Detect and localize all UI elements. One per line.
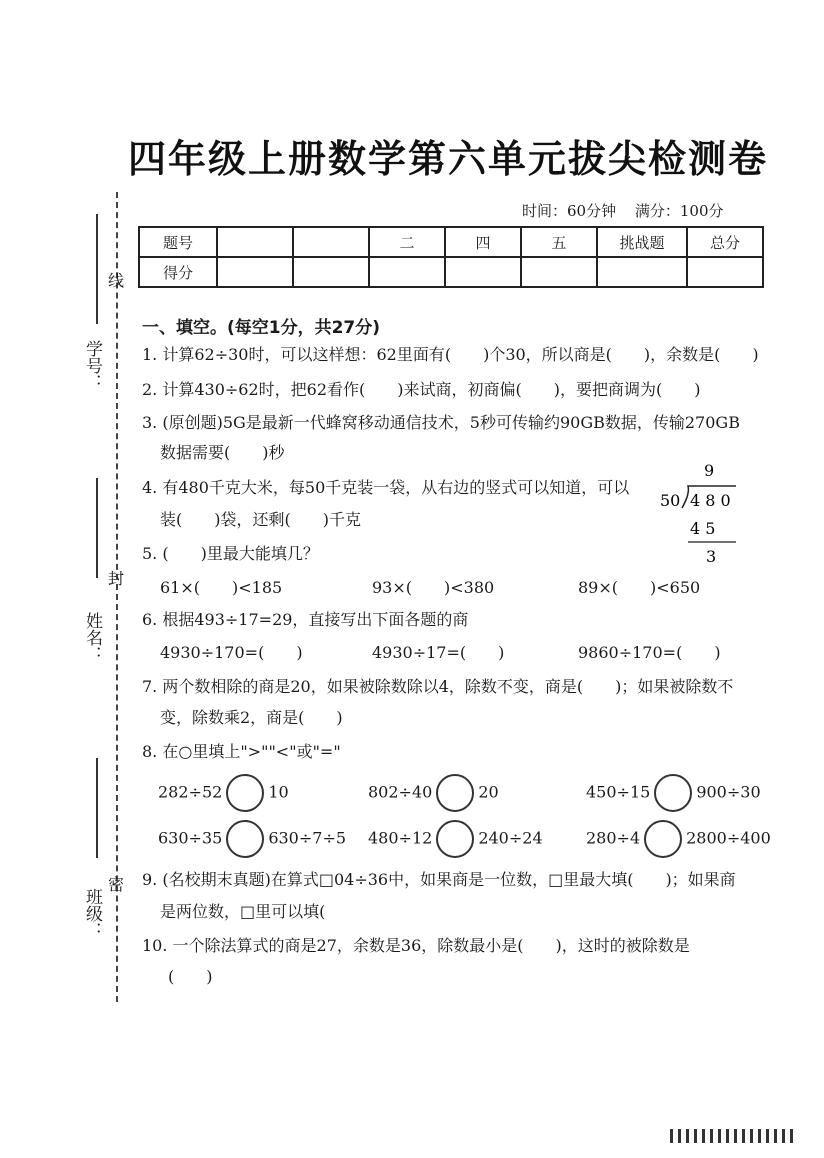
- score-table: [138, 226, 764, 288]
- seal-text-xian: 线: [108, 271, 125, 290]
- header-cell: 挑战题: [597, 227, 687, 257]
- score-cell[interactable]: [597, 257, 687, 287]
- compare-right: 10: [268, 782, 289, 802]
- header-cell: 题号: [139, 227, 217, 257]
- compare-item: [586, 774, 761, 812]
- header-cell: 二: [369, 227, 445, 257]
- q5-item: 93×( )<380: [372, 578, 495, 597]
- score-cell[interactable]: [445, 257, 521, 287]
- compare-right: 20: [478, 782, 499, 802]
- score-table-header-row: [139, 227, 763, 257]
- header-cell: 五: [521, 227, 597, 257]
- division-remainder: 3: [706, 547, 717, 566]
- page-footer-marks: [670, 1128, 805, 1142]
- question-8: 8. 在○里填上">""<"或"=": [142, 742, 341, 761]
- compare-circle[interactable]: [654, 774, 692, 812]
- compare-left: 480÷12: [368, 828, 433, 848]
- compare-right: 240÷24: [478, 828, 543, 848]
- compare-right: 630÷7÷5: [268, 828, 347, 848]
- compare-left: 280÷4: [586, 828, 641, 848]
- binding-rule: [96, 478, 98, 578]
- division-divisor: 50: [660, 491, 681, 510]
- question-10-line1: 10. 一个除法算式的商是27，余数是36，除数最小是( )，这时的被除数是: [142, 936, 690, 955]
- score-cell[interactable]: [687, 257, 763, 287]
- header-cell: 总分: [687, 227, 763, 257]
- question-3-line2: 数据需要( )秒: [160, 443, 285, 462]
- exam-full-score: 满分：100分: [634, 202, 724, 220]
- q5-item: 89×( )<650: [578, 578, 701, 597]
- section-heading: 一、填空。(每空1分，共27分): [142, 318, 381, 338]
- header-cell: [293, 227, 369, 257]
- division-quotient: 9: [704, 462, 715, 480]
- score-cell[interactable]: [521, 257, 597, 287]
- compare-left: 630÷35: [158, 828, 223, 848]
- binding-rule: [96, 214, 98, 324]
- header-cell: 四: [445, 227, 521, 257]
- question-4-line2: 装( )袋，还剩( )千克: [160, 510, 361, 529]
- long-division-diagram: [660, 462, 740, 572]
- question-3-line1: 3. (原创题)5G是最新一代蜂窝移动通信技术，5秒可传输约90GB数据，传输270GB: [142, 413, 740, 432]
- page-title: 四年级上册数学第六单元拔尖检测卷: [128, 136, 769, 181]
- compare-circle[interactable]: [226, 820, 264, 858]
- q5-item: 61×( )<185: [160, 578, 283, 597]
- compare-item: [158, 820, 346, 858]
- seal-text-feng: 封: [108, 569, 125, 588]
- question-7-line1: 7. 两个数相除的商是20，如果被除数除以4，除数不变，商是( )；如果被除数不: [142, 677, 734, 696]
- question-4-line1: 4. 有480千克大米，每50千克装一袋，从右边的竖式可以知道，可以: [142, 478, 630, 497]
- compare-right: 900÷30: [696, 782, 761, 802]
- question-1: 1. 计算62÷30时，可以这样想：62里面有( )个30，所以商是( )，余数是( ): [142, 345, 759, 364]
- question-7-line2: 变，除数乘2，商是( ): [160, 708, 343, 727]
- student-name-label: 姓名：: [82, 612, 102, 663]
- score-cell[interactable]: [369, 257, 445, 287]
- division-product: 4 5: [690, 519, 716, 538]
- exam-time: 时间：60分钟: [522, 202, 617, 220]
- exam-meta: [508, 200, 724, 221]
- question-9-line1: 9. (名校期末真题)在算式□04÷36中，如果商是一位数，□里最大填( )；如果商: [142, 870, 736, 889]
- compare-right: 2800÷400: [686, 828, 771, 848]
- compare-left: 450÷15: [586, 782, 651, 802]
- header-cell: [217, 227, 293, 257]
- compare-item: [158, 774, 289, 812]
- division-dividend: 4 8 0: [690, 491, 731, 510]
- compare-item: [368, 774, 499, 812]
- q6-item: 4930÷17=( ): [372, 643, 505, 662]
- class-label: 班级：: [82, 888, 102, 939]
- score-table-score-row: [139, 257, 763, 287]
- compare-item: [586, 820, 771, 858]
- compare-item: [368, 820, 543, 858]
- compare-circle[interactable]: [436, 820, 474, 858]
- compare-circle[interactable]: [436, 774, 474, 812]
- seal-text-mi: 密: [108, 875, 125, 894]
- compare-left: 282÷52: [158, 782, 223, 802]
- binding-rule: [96, 758, 98, 858]
- q6-item: 4930÷170=( ): [160, 643, 303, 662]
- question-10-line2: ( ): [168, 967, 213, 986]
- score-cell[interactable]: [217, 257, 293, 287]
- score-row-label: 得分: [139, 257, 217, 287]
- score-cell[interactable]: [293, 257, 369, 287]
- question-5: 5. ( )里最大能填几？: [142, 544, 319, 563]
- question-6: 6. 根据493÷17=29，直接写出下面各题的商: [142, 610, 469, 629]
- compare-circle[interactable]: [226, 774, 264, 812]
- student-id-label: 学号：: [82, 340, 102, 391]
- compare-circle[interactable]: [644, 820, 682, 858]
- q6-item: 9860÷170=( ): [578, 643, 721, 662]
- compare-left: 802÷40: [368, 782, 433, 802]
- question-9-line2: 是两位数，□里可以填(: [160, 902, 326, 921]
- question-2: 2. 计算430÷62时，把62看作( )来试商，初商偏( )，要把商调为( ): [142, 380, 701, 399]
